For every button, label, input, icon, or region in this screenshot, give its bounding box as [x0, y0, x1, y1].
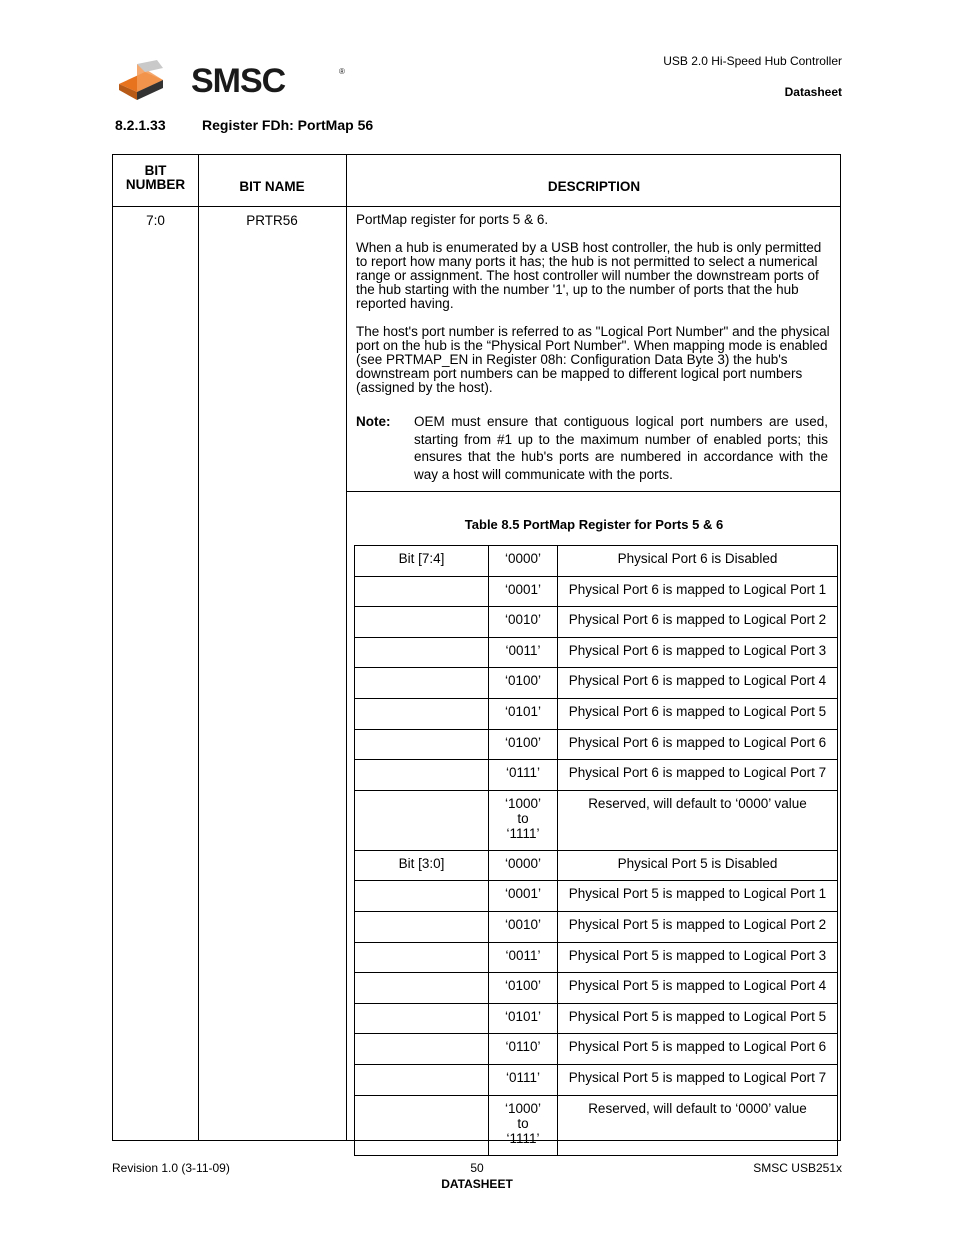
column-divider — [346, 155, 347, 1140]
footer-label: DATASHEET — [441, 1177, 513, 1191]
table-cell-meaning: Physical Port 6 is mapped to Logical Port 7 — [558, 760, 838, 791]
table-cell-value: ‘1000’ to ‘1111’ — [489, 1095, 558, 1155]
bit-name-value: PRTR56 — [246, 213, 298, 228]
table-cell-value: ‘0110’ — [489, 1034, 558, 1065]
table-cell-meaning: Physical Port 5 is mapped to Logical Port 7 — [558, 1064, 838, 1095]
header-product: USB 2.0 Hi-Speed Hub Controller — [663, 54, 842, 68]
table-cell-value: ‘0111’ — [489, 1064, 558, 1095]
table-cell-bits — [355, 1095, 489, 1155]
section-title — [115, 117, 373, 133]
table-row — [355, 790, 838, 850]
portmap-table — [354, 545, 838, 1156]
table-cell-bits — [355, 881, 489, 912]
table-row — [355, 607, 838, 638]
table-cell-value: ‘0011’ — [489, 637, 558, 668]
smsc-logo-graphic — [117, 60, 357, 104]
table-row — [355, 973, 838, 1004]
smsc-logo — [117, 60, 357, 104]
table-cell-bits — [355, 729, 489, 760]
table-cell-value: ‘0100’ — [489, 973, 558, 1004]
table-cell-bits — [355, 973, 489, 1004]
table-row — [355, 1034, 838, 1065]
table-cell-meaning: Physical Port 6 is mapped to Logical Port 5 — [558, 698, 838, 729]
table-cell-bits — [355, 760, 489, 791]
table-cell-bits — [355, 1003, 489, 1034]
table-row — [355, 881, 838, 912]
table-row — [355, 942, 838, 973]
table-cell-value: ‘0101’ — [489, 698, 558, 729]
table-row — [355, 850, 838, 881]
table-cell-bits — [355, 607, 489, 638]
table-row — [355, 729, 838, 760]
section-heading: Register FDh: PortMap 56 — [202, 117, 374, 133]
table-cell-bits — [355, 1034, 489, 1065]
table-cell-meaning: Physical Port 6 is mapped to Logical Port 3 — [558, 637, 838, 668]
table-caption: Table 8.5 PortMap Register for Ports 5 & 6 — [464, 517, 724, 532]
description-text — [356, 213, 830, 409]
table-cell-value: ‘0001’ — [489, 881, 558, 912]
description-para-1: PortMap register for ports 5 & 6. — [356, 212, 549, 227]
table-cell-bits — [355, 911, 489, 942]
table-cell-meaning: Physical Port 5 is mapped to Logical Port 2 — [558, 911, 838, 942]
footer-page-number: 50 — [470, 1161, 484, 1175]
bit-number-value: 7:0 — [146, 213, 165, 228]
table-cell-bits: Bit [3:0] — [355, 850, 489, 881]
col-header-description: DESCRIPTION — [547, 179, 641, 194]
table-cell-meaning: Physical Port 5 is mapped to Logical Port 6 — [558, 1034, 838, 1065]
table-cell-meaning: Reserved, will default to ‘0000’ value — [558, 1095, 838, 1155]
table-row — [355, 637, 838, 668]
table-row — [355, 911, 838, 942]
note — [356, 413, 828, 483]
column-divider — [198, 155, 199, 1140]
table-row — [355, 760, 838, 791]
table-cell-value: ‘0101’ — [489, 1003, 558, 1034]
table-cell-value: ‘0010’ — [489, 911, 558, 942]
register-table — [112, 154, 841, 1146]
header-doc-type: Datasheet — [784, 85, 842, 99]
table-cell-bits: Bit [7:4] — [355, 546, 489, 577]
table-cell-meaning: Physical Port 6 is mapped to Logical Port 4 — [558, 668, 838, 699]
table-cell-meaning: Physical Port 5 is mapped to Logical Port 4 — [558, 973, 838, 1004]
table-cell-value: ‘0011’ — [489, 942, 558, 973]
table-cell-meaning: Physical Port 6 is Disabled — [558, 546, 838, 577]
table-cell-meaning: Physical Port 5 is mapped to Logical Port 3 — [558, 942, 838, 973]
table-row — [355, 1064, 838, 1095]
table-cell-bits — [355, 668, 489, 699]
description-para-2: When a hub is enumerated by a USB host controller, the hub is only permitted to report how many ports it has; the hub is not permitted to select a numerical range or assignment. The host controller will number the downstream ports of the hub starting with the number '1', up to the number of ports that the hub reported having. — [356, 240, 822, 311]
table-row — [355, 668, 838, 699]
table-cell-value: ‘0000’ — [489, 850, 558, 881]
table-cell-value: ‘0010’ — [489, 607, 558, 638]
table-cell-meaning: Physical Port 6 is mapped to Logical Port 1 — [558, 576, 838, 607]
svg-text:®: ® — [339, 67, 345, 76]
table-cell-value: ‘0100’ — [489, 668, 558, 699]
table-cell-meaning: Physical Port 5 is mapped to Logical Port 5 — [558, 1003, 838, 1034]
table-cell-value: ‘0001’ — [489, 576, 558, 607]
table-cell-bits — [355, 790, 489, 850]
table-cell-bits — [355, 576, 489, 607]
col-header-bit-number: BIT NUMBER — [125, 163, 186, 192]
section-number: 8.2.1.33 — [115, 117, 166, 133]
table-cell-value: ‘0100’ — [489, 729, 558, 760]
note-text: OEM must ensure that contiguous logical port numbers are used, starting from #1 up to the maximum number of enabled ports; this ensures that the hub's ports are numbered in accordance with the way a host will communicate with the ports. — [414, 414, 828, 482]
table-cell-meaning: Physical Port 6 is mapped to Logical Port 2 — [558, 607, 838, 638]
note-label: Note: — [356, 414, 391, 429]
table-cell-bits — [355, 637, 489, 668]
header-divider — [113, 206, 840, 207]
table-cell-meaning: Reserved, will default to ‘0000’ value — [558, 790, 838, 850]
table-row — [355, 1095, 838, 1155]
table-cell-value: ‘1000’ to ‘1111’ — [489, 790, 558, 850]
logo-wordmark: SMSC — [191, 62, 286, 100]
table-cell-bits — [355, 942, 489, 973]
footer-product: SMSC USB251x — [753, 1161, 842, 1175]
table-cell-meaning: Physical Port 5 is mapped to Logical Port 1 — [558, 881, 838, 912]
table-cell-meaning: Physical Port 6 is mapped to Logical Port 6 — [558, 729, 838, 760]
col-header-bit-name: BIT NAME — [239, 179, 305, 194]
description-divider — [346, 491, 840, 492]
table-row — [355, 576, 838, 607]
table-cell-bits — [355, 698, 489, 729]
table-row — [355, 546, 838, 577]
table-cell-value: ‘0111’ — [489, 760, 558, 791]
footer-revision: Revision 1.0 (3-11-09) — [112, 1161, 230, 1175]
table-row — [355, 698, 838, 729]
table-row — [355, 1003, 838, 1034]
table-cell-meaning: Physical Port 5 is Disabled — [558, 850, 838, 881]
table-cell-value: ‘0000’ — [489, 546, 558, 577]
table-cell-bits — [355, 1064, 489, 1095]
description-para-3: The host's port number is referred to as "Logical Port Number" and the physical port on the hub is the “Physical Port Number". When mapping mode is enabled (see PRTMAP_EN in Register 08h: Configuration Data Byte 3) the hub's downstream port numbers can be mapped to different logical port numbers (assigned by the host). — [356, 324, 830, 395]
